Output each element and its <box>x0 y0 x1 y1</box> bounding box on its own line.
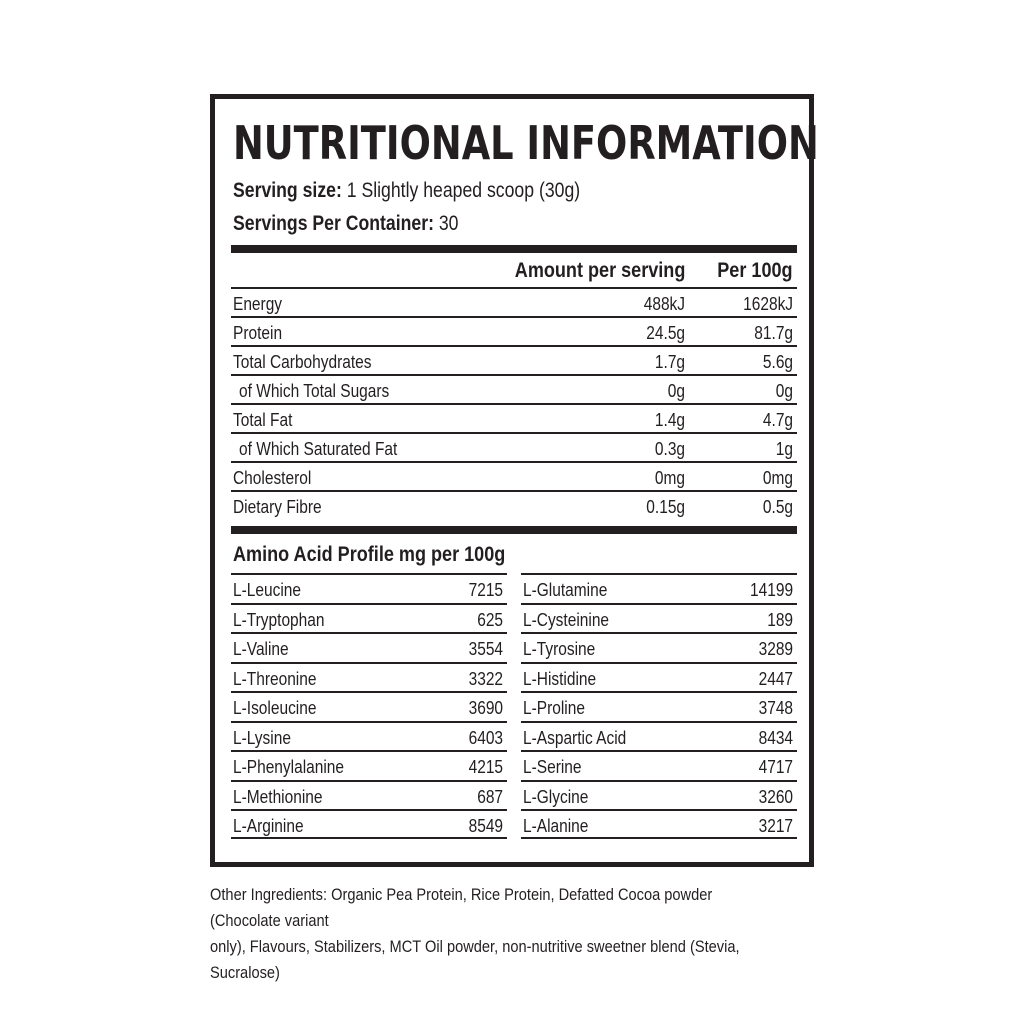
amino-row <box>231 573 507 603</box>
other-ingredients <box>210 882 760 986</box>
amino-name: L-Arginine <box>233 816 304 836</box>
amino-row <box>231 721 507 751</box>
serving-size-label: Serving size: <box>233 179 342 202</box>
nutrient-per-100g: 4.7g <box>762 410 793 430</box>
amino-name: L-Phenylalanine <box>233 757 345 777</box>
amino-row <box>521 780 797 810</box>
amino-row <box>521 662 797 692</box>
amino-row <box>231 691 507 721</box>
nutrient-name: Cholesterol <box>233 468 312 488</box>
amino-name: L-Valine <box>233 639 289 659</box>
nutrition-row-sugars <box>231 376 797 405</box>
ingredients-line-1: Other Ingredients: Organic Pea Protein, Rice Protein, Defatted Cocoa powder (Chocolate variant <box>210 885 713 930</box>
amino-name: L-Isoleucine <box>233 698 317 718</box>
nutrient-name: Energy <box>233 294 283 314</box>
amino-value: 189 <box>767 609 793 630</box>
amino-row <box>521 691 797 721</box>
amino-row <box>231 603 507 633</box>
amino-column-left <box>231 573 507 839</box>
amino-row <box>521 573 797 603</box>
nutrition-row-protein <box>231 318 797 347</box>
nutrition-row-total-fat <box>231 405 797 434</box>
amino-name: L-Histidine <box>523 668 597 689</box>
amino-row <box>231 780 507 810</box>
amino-value: 6403 <box>468 727 503 748</box>
nutrition-row-saturated-fat <box>231 434 797 463</box>
amino-row <box>231 809 507 839</box>
amino-row <box>521 721 797 751</box>
amino-name: L-Leucine <box>233 580 301 600</box>
nutrient-per-100g: 1628kJ <box>743 294 793 314</box>
nutrient-per-100g: 0g <box>775 381 793 401</box>
amino-row <box>521 632 797 662</box>
nutrient-per-100g: 5.6g <box>762 352 793 372</box>
nutrient-serving: 24.5g <box>646 323 685 343</box>
nutrient-per-100g: 0.5g <box>762 497 793 517</box>
amino-name: L-Aspartic Acid <box>523 727 627 748</box>
nutrition-row-cholesterol <box>231 463 797 492</box>
nutrient-serving: 0g <box>667 381 685 401</box>
amino-row <box>521 603 797 633</box>
amino-value: 14199 <box>749 580 793 600</box>
amino-row <box>521 809 797 839</box>
nutrient-per-100g: 1g <box>775 439 793 459</box>
nutrient-serving: 488kJ <box>643 294 685 314</box>
nutrient-serving: 0.3g <box>654 439 685 459</box>
amino-value: 3748 <box>758 698 793 718</box>
amino-value: 3217 <box>758 816 793 836</box>
nutrient-serving: 0.15g <box>646 497 685 517</box>
divider-thick <box>231 245 797 253</box>
nutrition-header <box>231 253 797 289</box>
nutrient-per-100g: 0mg <box>762 468 793 488</box>
amino-name: L-Methionine <box>233 786 323 807</box>
divider-thick <box>231 526 797 534</box>
nutrient-name: Protein <box>233 323 283 343</box>
amino-row <box>231 632 507 662</box>
amino-name: L-Serine <box>523 757 582 777</box>
col-header-per-100g: Per 100g <box>717 259 793 282</box>
amino-value: 7215 <box>468 580 503 600</box>
amino-name: L-Tyrosine <box>523 639 596 659</box>
amino-name: L-Glutamine <box>523 580 608 600</box>
amino-value: 8549 <box>468 816 503 836</box>
amino-value: 8434 <box>758 727 793 748</box>
amino-value: 687 <box>477 786 503 807</box>
servings-per-container <box>233 212 458 236</box>
nutrition-row-carbohydrates <box>231 347 797 376</box>
nutrient-per-100g: 81.7g <box>754 323 793 343</box>
amino-row <box>521 750 797 780</box>
amino-value: 3690 <box>468 698 503 718</box>
amino-value: 3260 <box>758 786 793 807</box>
amino-row <box>231 662 507 692</box>
amino-value: 2447 <box>758 668 793 689</box>
nutrient-serving: 1.4g <box>654 410 685 430</box>
nutrition-label-panel <box>210 94 819 867</box>
serving-size <box>233 179 580 203</box>
nutrient-name: Dietary Fibre <box>233 497 322 517</box>
amino-value: 3554 <box>468 639 503 659</box>
servings-label: Servings Per Container: <box>233 212 434 235</box>
amino-name: L-Glycine <box>523 786 589 807</box>
nutrient-name: Total Fat <box>233 410 293 430</box>
amino-value: 625 <box>477 609 503 630</box>
amino-name: L-Lysine <box>233 727 291 748</box>
amino-name: L-Cysteinine <box>523 609 610 630</box>
nutrient-serving: 0mg <box>654 468 685 488</box>
amino-name: L-Proline <box>523 698 585 718</box>
label-title: NUTRITIONAL INFORMATION <box>233 116 819 170</box>
ingredients-line-2: only), Flavours, Stabilizers, MCT Oil powder, non-nutritive sweetner blend (Stevia, Sucralose) <box>210 937 740 982</box>
amino-name: L-Threonine <box>233 668 317 689</box>
serving-size-value: 1 Slightly heaped scoop (30g) <box>346 179 581 202</box>
nutrition-row-dietary-fibre <box>231 492 797 521</box>
amino-value: 3289 <box>758 639 793 659</box>
amino-row <box>231 750 507 780</box>
nutrient-serving: 1.7g <box>654 352 685 372</box>
amino-name: L-Tryptophan <box>233 609 325 630</box>
amino-value: 4215 <box>468 757 503 777</box>
amino-column-right <box>521 573 797 839</box>
amino-value: 3322 <box>468 668 503 689</box>
servings-value: 30 <box>438 212 459 235</box>
nutrient-name: of Which Total Sugars <box>239 381 390 401</box>
amino-value: 4717 <box>758 757 793 777</box>
col-header-serving: Amount per serving <box>514 259 685 282</box>
nutrient-name: of Which Saturated Fat <box>239 439 398 459</box>
amino-name: L-Alanine <box>523 816 589 836</box>
nutrient-name: Total Carbohydrates <box>233 352 372 372</box>
amino-acid-title: Amino Acid Profile mg per 100g <box>233 543 506 566</box>
nutrition-row-energy <box>231 289 797 318</box>
